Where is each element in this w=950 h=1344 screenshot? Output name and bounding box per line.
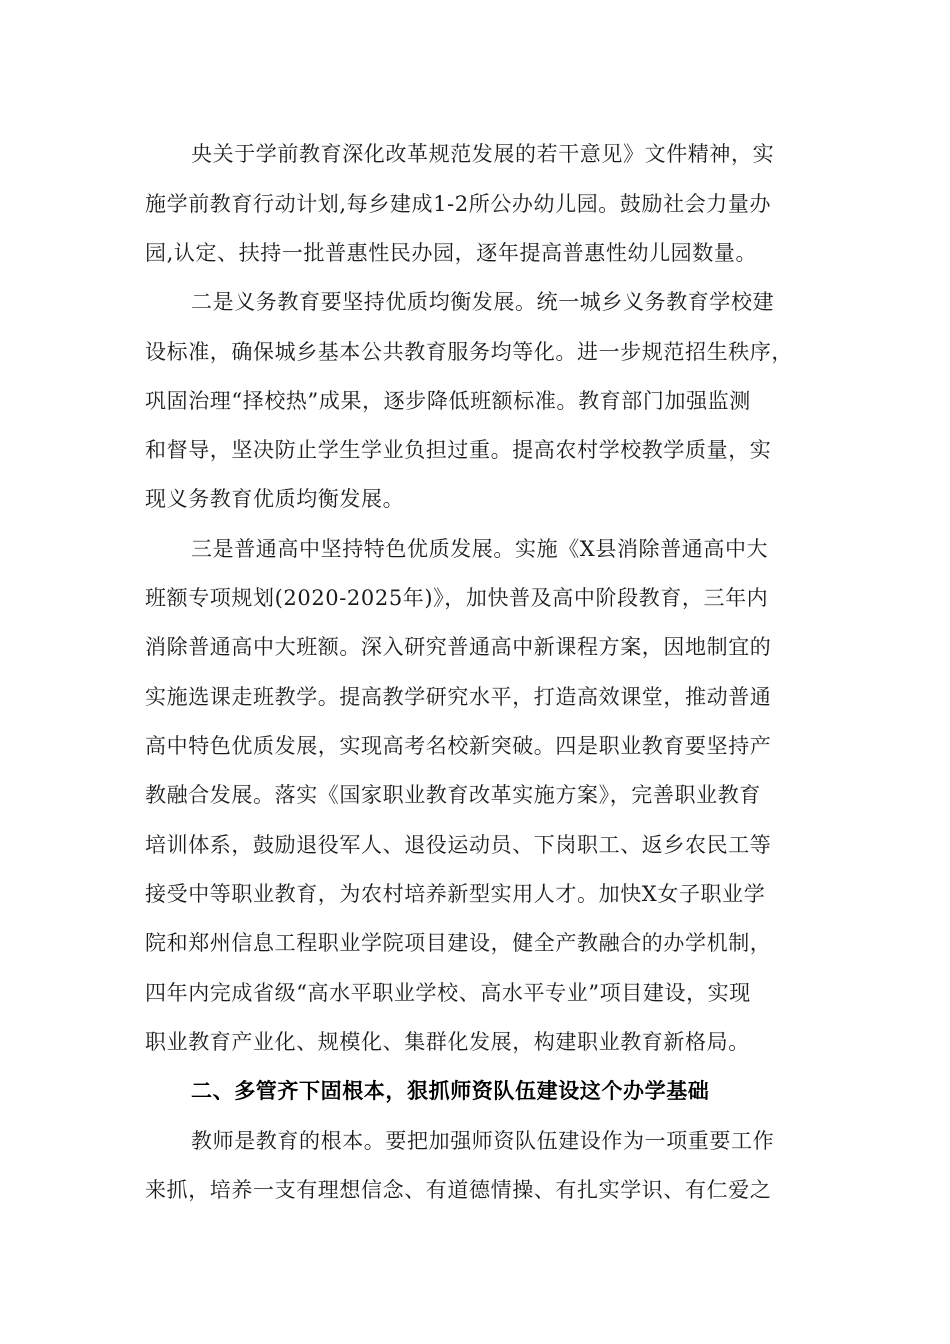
text-line: 现义务教育优质均衡发展。 bbox=[145, 487, 405, 511]
text-line: 班额专项规划(2020-2025年)》，加快普及高中阶段教育，三年内 bbox=[145, 586, 769, 610]
text-line: 职业教育产业化、规模化、集群化发展，构建职业教育新格局。 bbox=[145, 1030, 750, 1054]
text-line: 三是普通高中坚持特色优质发展。实施《X县消除普通高中大 bbox=[191, 537, 769, 561]
text-line: 施学前教育行动计划,每乡建成1-2所公办幼儿园。鼓励社会力量办 bbox=[145, 192, 772, 216]
text-line: 来抓，培养一支有理想信念、有道德情操、有扎实学识、有仁爱之 bbox=[145, 1178, 772, 1202]
text-line: 央关于学前教育深化改革规范发展的若干意见》文件精神，实 bbox=[191, 142, 775, 166]
text-line: 消除普通高中大班额。深入研究普通高中新课程方案，因地制宜的 bbox=[145, 635, 772, 659]
text-line: 设标准，确保城乡基本公共教育服务均等化。进一步规范招生秩序， bbox=[145, 340, 793, 364]
section-heading: 二、多管齐下固根本，狠抓师资队伍建设这个办学基础 bbox=[191, 1079, 710, 1103]
text-line: 培训体系，鼓励退役军人、退役运动员、下岗职工、返乡农民工等 bbox=[145, 833, 772, 857]
text-line: 教师是教育的根本。要把加强师资队伍建设作为一项重要工作 bbox=[191, 1129, 775, 1153]
text-line: 二是义务教育要坚持优质均衡发展。统一城乡义务教育学校建 bbox=[191, 290, 775, 314]
text-line: 和督导，坚决防止学生学业负担过重。提高农村学校教学质量，实 bbox=[145, 438, 772, 462]
text-line: 四年内完成省级“高水平职业学校、高水平专业”项目建设，实现 bbox=[145, 981, 751, 1005]
text-line: 接受中等职业教育，为农村培养新型实用人才。加快X女子职业学 bbox=[145, 882, 766, 906]
text-line: 高中特色优质发展，实现高考名校新突破。四是职业教育要坚持产 bbox=[145, 734, 772, 758]
text-line: 园,认定、扶持一批普惠性民办园，逐年提高普惠性幼儿园数量。 bbox=[145, 241, 758, 265]
text-line: 教融合发展。落实《国家职业教育改革实施方案》，完善职业教育 bbox=[145, 783, 761, 807]
text-line: 院和郑州信息工程职业学院项目建设，健全产教融合的办学机制， bbox=[145, 931, 772, 955]
text-line: 实施选课走班教学。提高教学研究水平，打造高效课堂，推动普通 bbox=[145, 685, 772, 709]
text-line: 巩固治理“择校热”成果，逐步降低班额标准。教育部门加强监测 bbox=[145, 389, 751, 413]
